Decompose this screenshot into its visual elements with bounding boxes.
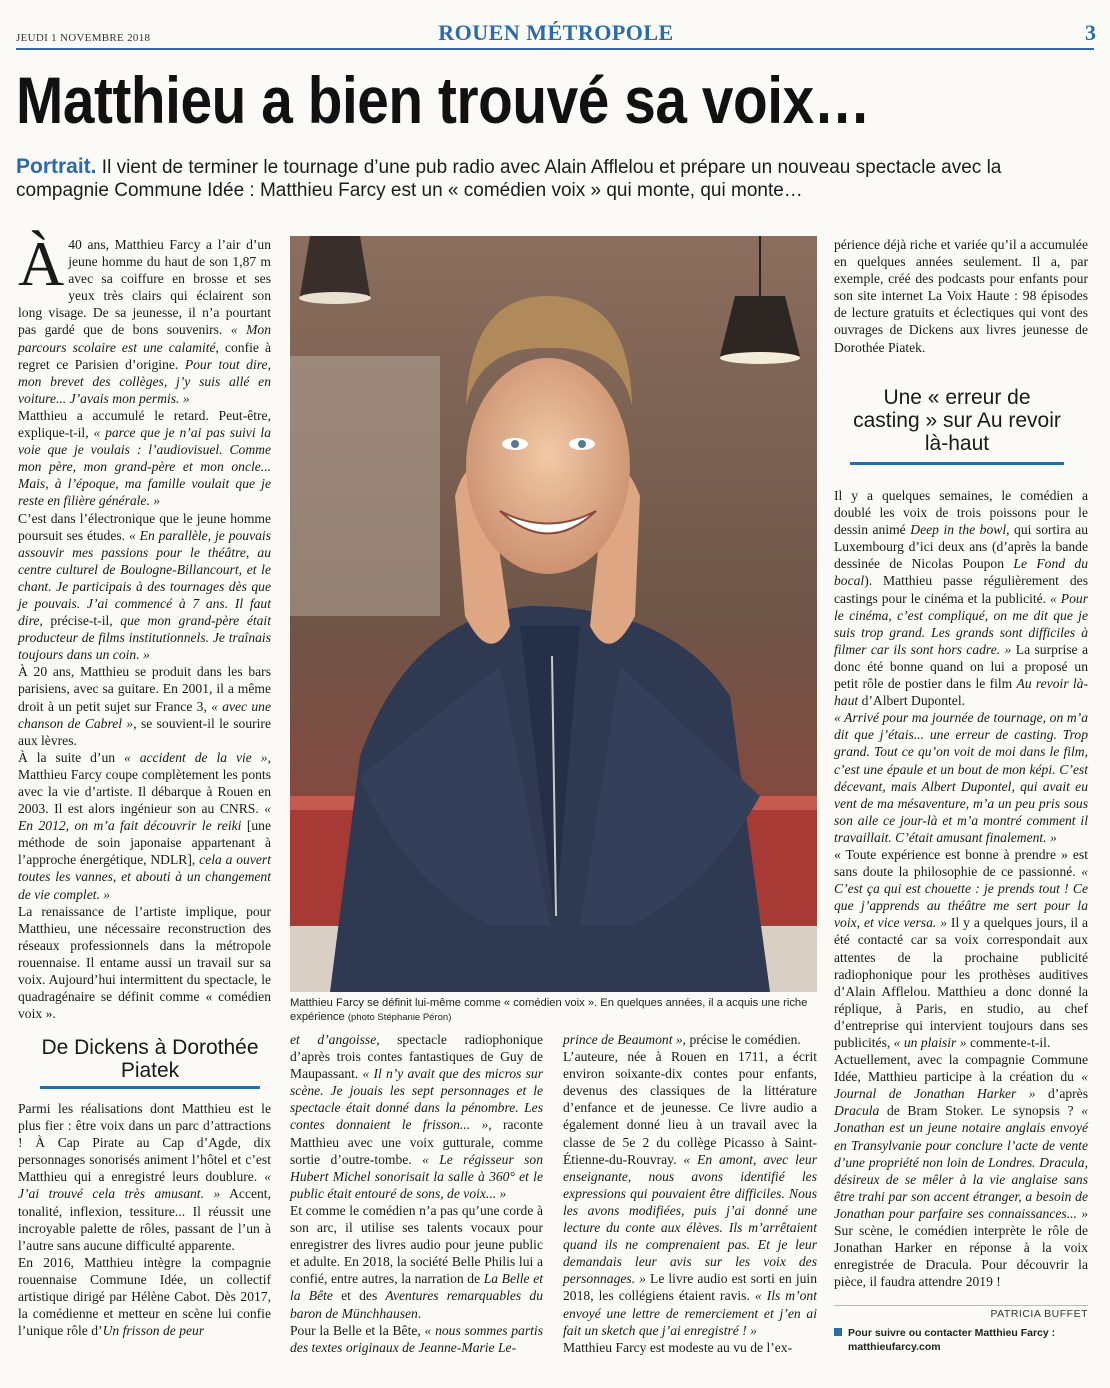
text-run: La surprise a donc été bonne quand on lui a proposé un petit rôle de postier dans le film: [834, 641, 1088, 692]
quote: que mon grand-père était producteur de films institutionnels. Je traînais toujours dans un coin. »: [18, 613, 271, 663]
paragraph: [18, 228, 271, 407]
quote: « Il n’y avait que des micros sur scène. Je jouais les sept personnages et le spectacle était donné dans la pénombre. Les contes donnaient le frisson... »: [290, 1066, 543, 1133]
quote: « accident de la vie »: [123, 749, 268, 765]
text-run: , Matthieu Farcy coupe complètement les ponts avec la vie d’artiste. Il débarque à Rouen en 2003. Il est alors ingénieur son au CNRS.: [18, 749, 271, 817]
quote: « Jonathan est un jeune notaire anglais envoyé en Transylvanie pour conclure l’acte de vente d’une propriété non loin de Londres. Dracula, désireux de se mêler à la vie anglaise sans être trahi par son accent étranger, a besoin de Jonathan pour parfaire ses connaissances... »: [834, 1103, 1088, 1221]
title-ref: Dracula: [834, 1103, 880, 1119]
paragraph: [18, 1254, 271, 1339]
text-run: .: [417, 1305, 422, 1321]
text-run: de Bram Stoker. Le synopsis ?: [879, 1103, 1082, 1119]
text-run: Parmi les réalisations dont Matthieu est le plus fier : être voix dans un parc d’attractions ! À Cap Pirate au Cap d’Agde, dix personnages sonorisés animent l’hôtel et c’est Matthieu qui a enregistré leurs doublure.: [18, 1101, 271, 1185]
quote: « En amont, avec leur enseignante, nous avons identifié les expressions qui pouvaient être difficiles. Nous les avons modifiées, puis j’ai donné une lecture du conte aux élèves. Ils m’arrêtaient quand ils ne comprenaient pas. Et je leur demandais leur avis sur les voix des personnages. »: [563, 1151, 817, 1287]
paragraph: [18, 1100, 271, 1254]
quote: prince de Beaumont »: [563, 1032, 683, 1047]
lead-paragraph: [16, 155, 1096, 202]
lead-kicker: Portrait.: [16, 155, 97, 178]
quote: « J’ai trouvé cela très amusant. »: [18, 1169, 271, 1202]
subheading-left: De Dickens à Dorothée Piatek: [41, 1036, 259, 1082]
edition-date: JEUDI 1 NOVEMBRE 2018: [16, 32, 151, 44]
quote: « En parallèle, je pouvais assouvir mes passions pour le théâtre, au centre culturel de Boulogne-Billancourt, et le chant. Je participais à des tournages dès que je pouvais. J’ai commencé à 7 ans. Il faut dire,: [18, 527, 271, 629]
article-column-5: [290, 1031, 543, 1356]
section-title: ROUEN MÉTROPOLE: [438, 20, 674, 45]
paragraph: [18, 407, 271, 510]
page-number: 3: [1085, 20, 1096, 45]
paragraph: [563, 1031, 817, 1048]
article-column-3: [834, 487, 1088, 1290]
quote: « nous sommes partis des textes originaux de Jeanne-Marie Le-: [290, 1322, 543, 1355]
text-run: 40 ans, Matthieu Farcy a l’air d’un jeune homme du haut de son 1,87 m avec sa coiffure en brosse et ses yeux très clairs qui éclairent son long visage. De sa jeunesse, il n’a pourtant pas gardé que de bons souvenirs.: [18, 237, 271, 338]
paragraph: [834, 487, 1088, 709]
quote: « un plaisir »: [893, 1035, 967, 1050]
text-run: et des: [332, 1288, 386, 1304]
subheading-right: Une « erreur de casting » sur Au revoir là-haut: [853, 386, 1061, 455]
drop-cap: À: [18, 228, 65, 299]
photo-caption: [290, 996, 817, 1025]
quote: cela a ouvert toutes les vannes, et abouti à un changement de vie complet. »: [18, 852, 271, 902]
text-run: Sur scène, le comédien interprète le rôle de Jonathan Harker en réponse à la voix enregistrée de Dracula. Pour découvrir la pièce, il faudra attendre 2019 !: [834, 1223, 1088, 1290]
caption-text: Matthieu Farcy se définit lui-même comme « comédien voix ». En quelques années, il a acquis une riche expérience: [290, 997, 808, 1023]
title-ref: Aventures remarquables du baron de Münchhausen: [290, 1288, 543, 1321]
article-column-6: [563, 1031, 817, 1356]
text-run: Et comme le comédien n’a pas qu’une corde à son arc, il utilise ses talents vocaux pour enregistrer des livres audio pour jeune public et adulte. En 2018, la société Belle Philis lui a confié, entre autres, la narration de: [290, 1202, 543, 1287]
quote: « Ils m’ont envoyé une lettre de remerciement et j’en ai fait un sketch que j’ai enregistré ! »: [563, 1288, 818, 1338]
paragraph: [290, 1202, 543, 1322]
paragraph: [18, 510, 271, 664]
masthead-rule: [16, 48, 1094, 50]
text-run: L’auteure, née à Rouen en 1711, a écrit environ soixante-dix contes pour enfants, devenus des classiques de la littérature d’enfance et de jeunesse. Ce livre audio a également donné lieu à un travail avec la classe de 5e 2 du collège Picasso à Saint-Étienne-du-Rouvray.: [563, 1049, 817, 1167]
quote: « En 2012, on m’a fait découvrir le reiki: [18, 801, 271, 834]
contact-box: [834, 1326, 1088, 1354]
portrait-photo: [290, 236, 817, 992]
quote: « Mon parcours scolaire est une calamité: [18, 322, 271, 355]
quote: « avec une chanson de Cabrel »: [18, 698, 271, 731]
paragraph: [18, 749, 271, 903]
text-run: commente-t-il.: [966, 1035, 1051, 1050]
lead-text: Il vient de terminer le tournage d’une pub radio avec Alain Afflelou et prépare un nouveau spectacle avec la compagnie Commune Idée : Matthieu Farcy est un « comédien voix » qui monte, qui monte…: [16, 157, 1002, 201]
title-ref: La Belle et la Bête: [290, 1271, 543, 1304]
text-run: Actuellement, avec la compagnie Commune Idée, Matthieu participe à la création du: [834, 1052, 1088, 1085]
quote: « parce que je n’ai pas suivi la voie que je voulais : l’audiovisuel. Comme mon père, mon grand-père et mon oncle... Mais, à l’époque, ma famille voulait que je reste en filière générale. »: [18, 425, 271, 509]
masthead: [16, 18, 1096, 48]
quote: « Le régisseur son Hubert Michel sonorisait la salle à 360° et le public était entouré de sons, de voix... »: [290, 1151, 543, 1201]
subheading-rule: [40, 1086, 260, 1089]
headline: Matthieu a bien trouvé sa voix…: [16, 63, 871, 137]
title-ref: « Journal de Jonathan Harker »: [834, 1069, 1088, 1102]
article-column-4: [18, 1100, 271, 1339]
paragraph: [834, 1051, 1088, 1290]
title-ref: Un frisson de peur: [102, 1323, 205, 1339]
quote: « C’est ça qui est chouette : je prends tout ! Ce que j’apprends au théâtre me sert pour la voix, et vice versa. »: [834, 864, 1088, 931]
photo-credit: (photo Stéphanie Péron): [347, 1012, 452, 1023]
text-run: , précise le comédien.: [682, 1032, 801, 1047]
author-signature: PATRICIA BUFFET: [834, 1305, 1088, 1320]
paragraph: [290, 1322, 543, 1356]
text-run: Il y a quelques semaines, le comédien a doublé les voix de trois poissons pour le dessin animé: [834, 488, 1088, 538]
text-run: , raconte Matthieu avec une voix gutturale, comme sortie d’outre-tombe.: [290, 1117, 543, 1167]
paragraph: [18, 663, 271, 748]
text-run: d’après: [1035, 1086, 1088, 1102]
text-run: d’Albert Dupontel.: [858, 693, 966, 709]
paragraph: [834, 846, 1088, 1051]
text-run: [une méthode de soin japonaise appartenant à l’approche énergétique, NDLR],: [18, 818, 271, 868]
text-run: Matthieu a accumulé le retard. Peut-être, explique-t-il,: [18, 407, 271, 441]
title-ref: et d’angoisse: [290, 1032, 377, 1047]
title-ref: Deep in the bowl: [910, 522, 1007, 538]
text-run: À la suite d’un: [18, 749, 124, 765]
text-run: , se souvient-il le sourire aux lèvres.: [18, 715, 271, 748]
text-run: En 2016, Matthieu intègre la compagnie rouennaise Commune Idée, un collectif artistique dirigé par Hélène Cabot. Dès 2017, la comédienne et metteur en scène lui confie l’unique rôle d’: [18, 1254, 271, 1339]
article-column-1: [18, 228, 271, 1022]
quote: « Pour le cinéma, c’est compliqué, on me dit que je suis trop grand. Les grands sont difficiles à filmer car ils sont hors cadre. »: [834, 590, 1088, 657]
text-run: ). Matthieu passe régulièrement des castings pour le cinéma et la publicité.: [834, 573, 1088, 606]
square-bullet-icon: [834, 1328, 842, 1336]
text-run: , spectacle radiophonique d’après trois contes fantastiques de Guy de Maupassant.: [290, 1032, 543, 1082]
text-run: Il y a quelques jours, il a été contacté car sa voix correspondait aux attentes de la prochaine publicité radiophonique pour les prothèses auditives d’Alain Afflelou. Matthieu a donc donné la réplique, à Paris, en studio, au chef d’entreprise qui intervient toujours dans ses publicités,: [834, 915, 1089, 1050]
article-column-3-top: [834, 236, 1088, 356]
text-run: , qui sortira au Luxembourg d’ici deux ans (d’après la bande dessinée de Nicolas Poupon: [834, 522, 1088, 572]
text-run: « Toute expérience est bonne à prendre » est sans doute la philosophie de ce passionné.: [834, 846, 1088, 880]
paragraph: périence déjà riche et variée qu’il a accumulée en quelques années seulement. Il a, par exemple, créé des podcasts pour enfants pour son site internet La Voix Haute : 98 épisodes de lecture gratuits et éclectiques qui vont des ouvrages de Dickens aux livres jeunesse de Dorothée Piatek.: [834, 237, 1088, 355]
title-ref: Au revoir là-haut: [834, 676, 1089, 709]
text-run: Le livre audio est sorti en juin 2018, les collégiens étaient ravis.: [563, 1271, 817, 1304]
quote: « Arrivé pour ma journée de tournage, on m’a dit que j’étais... une erreur de casting. Trop grand. Tout ce qu’on voit de moi dans le film, c’est une épaule et un bout de mon képi. C’est décevant, mais Albert Dupontel, qui avait eu vent de ma mésaventure, m’a un peu pris sous son aile ce jour-là et m’a montré comment il travaillait. C’était amusant finalement. »: [834, 710, 1088, 845]
paragraph: La renaissance de l’artiste implique, pour Matthieu, une nécessaire reconstruction des réseaux professionnels dans la métropole rouennaise. Il entame aussi un travail sur sa voix. Aujourd’hui intermittent du spectacle, le quadragénaire se définit comme « comédien voix ».: [18, 903, 271, 1022]
text-run: , confie à regret ce Parisien d’origine.: [18, 339, 271, 372]
paragraph: [563, 1048, 817, 1339]
subheading-rule: [850, 462, 1064, 465]
text-run: Pour la Belle et la Bête,: [290, 1322, 425, 1338]
text-run: Accent, tonalité, inflexion, tessiture... Il réussit une incroyable palette de rôles, passant de l’un à l’autre sans aucune difficulté apparente.: [18, 1186, 271, 1253]
paragraph: [290, 1031, 543, 1202]
quote: Pour tout dire, mon brevet des collèges, j’y suis allé en voiture... J’avais mon permis. »: [18, 356, 271, 406]
text-run: À 20 ans, Matthieu se produit dans les bars parisiens, avec sa guitare. En 2001, il a même droit à un petit sujet sur France 3,: [18, 664, 271, 714]
title-ref: Le Fond du bocal: [834, 556, 1088, 589]
contact-link[interactable]: matthieufarcy.com: [848, 1341, 941, 1353]
paragraph: [834, 709, 1088, 846]
paragraph: Matthieu Farcy est modeste au vu de l’ex-: [563, 1339, 793, 1355]
text-run: précise-t-il,: [42, 613, 121, 629]
text-run: C’est dans l’électronique que le jeune homme poursuit ses études.: [18, 510, 271, 543]
contact-label: Pour suivre ou contacter Matthieu Farcy :: [848, 1327, 1056, 1339]
portrait-illustration: [290, 236, 817, 992]
